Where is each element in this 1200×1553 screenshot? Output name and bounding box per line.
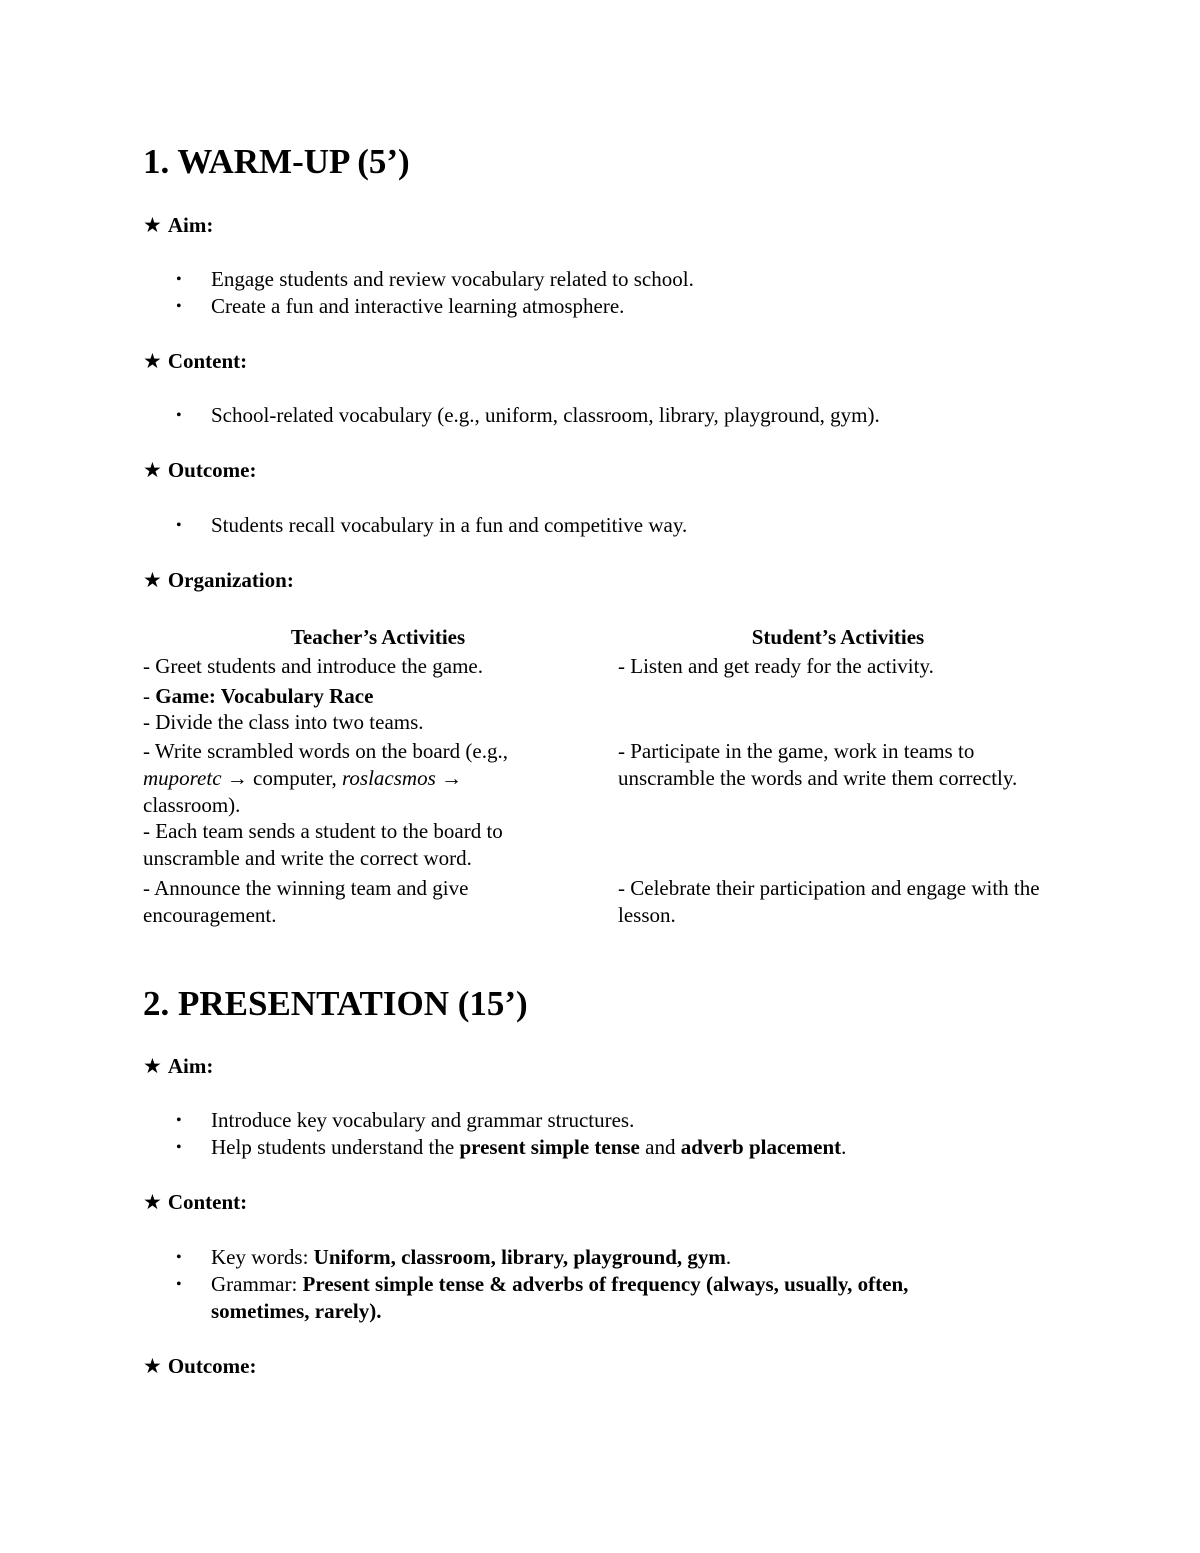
star-icon: ★: [143, 1354, 162, 1378]
s1-content-list: [143, 402, 1043, 429]
star-icon: ★: [143, 213, 162, 237]
bullet-icon: •: [176, 517, 182, 534]
bullet-icon: •: [176, 407, 182, 424]
teacher-cell-each-team: - Each team sends a student to the board to unscramble and write the correct word.: [143, 819, 503, 870]
s2-outcome-label: ★ Outcome:: [143, 1354, 257, 1378]
list-item: • Students recall vocabulary in a fun and competitive way.: [176, 513, 688, 537]
s2-aim-list: [143, 1107, 1043, 1161]
bullet-icon: •: [176, 1249, 182, 1266]
section-1-title: 1. WARM-UP (5’): [143, 142, 410, 181]
student-cell-participate: - Participate in the game, work in teams to unscramble the words and write them correctly.: [618, 739, 1018, 790]
s2-content-label: ★ Content:: [143, 1190, 248, 1214]
bullet-icon: •: [176, 1139, 182, 1156]
s2-aim-label: ★ Aim:: [143, 1054, 214, 1078]
star-icon: ★: [143, 1054, 162, 1078]
s1-outcome-list: [143, 512, 1043, 539]
teacher-cell-write: - Write scrambled words on the board (e.g., muporetc → computer, roslacsmos → classroom).: [143, 739, 508, 817]
bullet-icon: •: [176, 1112, 182, 1129]
s1-outcome-label: ★ Outcome:: [143, 458, 257, 482]
list-item: • Help students understand the present simple tense and adverb placement.: [176, 1135, 847, 1159]
s1-aim-label: ★ Aim:: [143, 213, 214, 237]
teacher-cell-divide: - Divide the class into two teams.: [143, 710, 424, 734]
list-item: • Introduce key vocabulary and grammar structures.: [176, 1108, 635, 1132]
teacher-cell-greet: - Greet students and introduce the game.: [143, 654, 483, 678]
star-icon: ★: [143, 1190, 162, 1214]
list-item: • Key words: Uniform, classroom, library, playground, gym.: [176, 1245, 732, 1269]
teacher-cell-announce: - Announce the winning team and give encouragement.: [143, 876, 469, 927]
bullet-icon: •: [176, 298, 182, 315]
section-2-title: 2. PRESENTATION (15’): [143, 984, 528, 1023]
teacher-activities-header: Teacher’s Activities: [290, 625, 466, 649]
teacher-cell-game: - Game: Vocabulary Race: [143, 684, 374, 708]
student-activities-header: Student’s Activities: [751, 625, 925, 649]
s1-content-label: ★ Content:: [143, 349, 248, 373]
star-icon: ★: [143, 349, 162, 373]
s1-aim-list: [143, 266, 1043, 320]
list-item: • School-related vocabulary (e.g., uniform, classroom, library, playground, gym).: [176, 403, 880, 427]
student-cell-celebrate: - Celebrate their participation and engage with the lesson.: [618, 876, 1040, 927]
s1-organization-label: ★ Organization:: [143, 568, 294, 592]
star-icon: ★: [143, 458, 162, 482]
student-cell-listen: - Listen and get ready for the activity.: [618, 654, 934, 678]
star-icon: ★: [143, 568, 162, 592]
s2-content-list: [143, 1244, 1043, 1325]
list-item: • Create a fun and interactive learning atmosphere.: [176, 294, 625, 318]
list-item: • Grammar: Present simple tense & adverbs of frequency (always, usually, often, sometimes, rarely).: [176, 1272, 909, 1323]
bullet-icon: •: [176, 271, 182, 288]
bullet-icon: •: [176, 1276, 182, 1293]
list-item: • Engage students and review vocabulary related to school.: [176, 267, 694, 291]
